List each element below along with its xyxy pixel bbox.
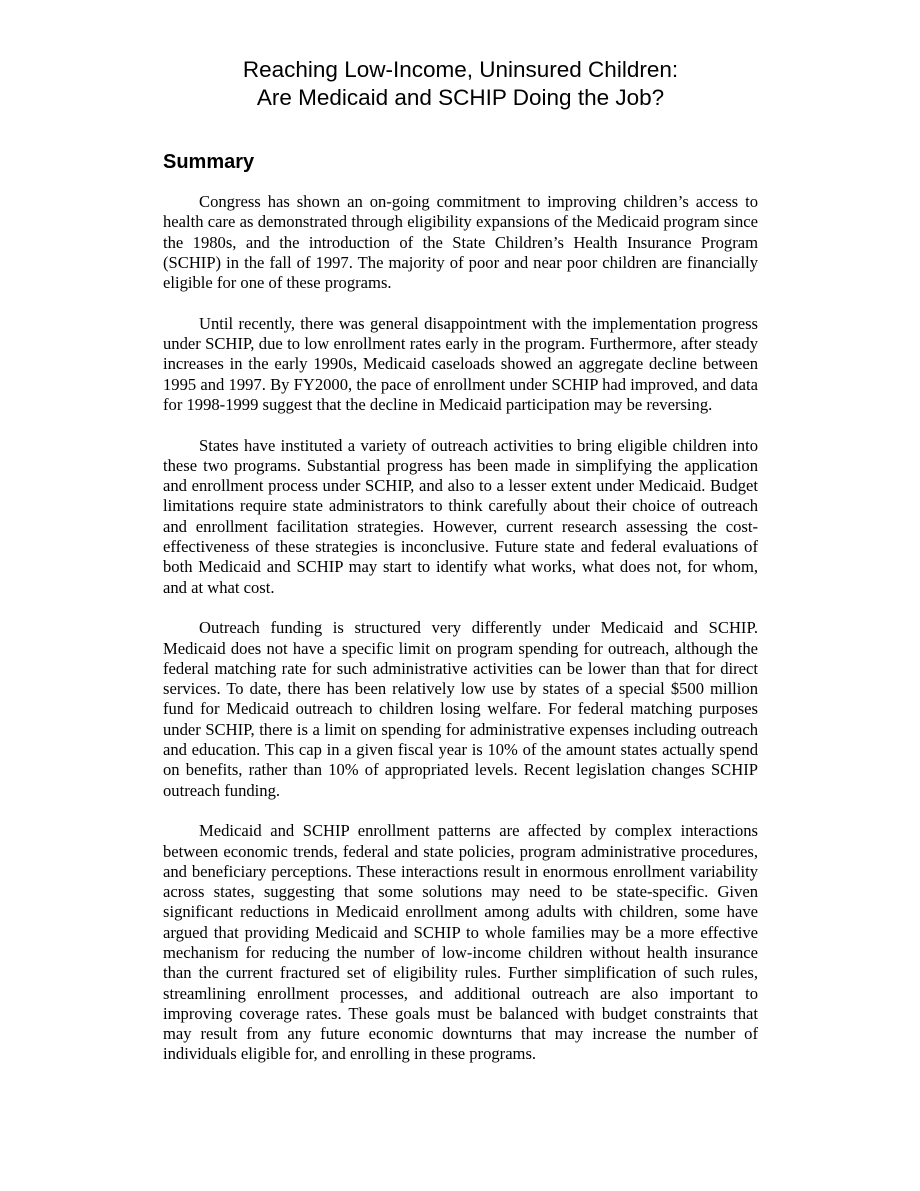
document-title: [163, 56, 758, 112]
paragraph-5: Medicaid and SCHIP enrollment patterns are affected by complex interactions between economic trends, federal and state policies, program administrative procedures, and beneficiary perceptions. These interactions result in enormous enrollment variability across states, suggesting that some solutions may need to be state-specific. Given significant reductions in Medicaid enrollment among adults with children, some have argued that providing Medicaid and SCHIP to whole families may be a more effective mechanism for reducing the number of low-income children without health insurance than the current fractured set of eligibility rules. Further simplification of such rules, streamlining enrollment processes, and additional outreach are also important to improving coverage rates. These goals must be balanced with budget constraints that may result from any future economic downturns that may increase the number of individuals eligible for, and enrolling in these programs.: [163, 821, 758, 1064]
document-page: [163, 56, 758, 1085]
paragraph-2: Until recently, there was general disappointment with the implementation progress under SCHIP, due to low enrollment rates early in the program. Furthermore, after steady increases in the early 1990s, Medicaid caseloads showed an aggregate decline between 1995 and 1997. By FY2000, the pace of enrollment under SCHIP had improved, and data for 1998-1999 suggest that the decline in Medicaid participation may be reversing.: [163, 313, 758, 414]
paragraph-1: Congress has shown an on-going commitment to improving children’s access to health care as demonstrated through eligibility expansions of the Medicaid program since the 1980s, and the introduction of the State Children’s Health Insurance Program (SCHIP) in the fall of 1997. The majority of poor and near poor children are financially eligible for one of these programs.: [163, 192, 758, 293]
paragraph-4: Outreach funding is structured very differently under Medicaid and SCHIP. Medicaid does not have a specific limit on program spending for outreach, although the federal matching rate for such administrative activities can be lower than that for direct services. To date, there has been relatively low use by states of a special $500 million fund for Medicaid outreach to children losing welfare. For federal matching purposes under SCHIP, there is a limit on spending for administrative expenses including outreach and education. This cap in a given fiscal year is 10% of the amount states actually spend on benefits, rather than 10% of appropriated levels. Recent legislation changes SCHIP outreach funding.: [163, 618, 758, 800]
paragraph-3: States have instituted a variety of outreach activities to bring eligible children into these two programs. Substantial progress has been made in simplifying the application and enrollment process under SCHIP, and also to a lesser extent under Medicaid. Budget limitations require state administrators to think carefully about their choice of outreach and enrollment facilitation strategies. However, current research assessing the cost-effectiveness of these strategies is inconclusive. Future state and federal evaluations of both Medicaid and SCHIP may start to identify what works, what does not, for whom, and at what cost.: [163, 435, 758, 597]
title-line-1: Reaching Low-Income, Uninsured Children:: [242, 57, 679, 82]
section-heading: Summary: [163, 151, 255, 173]
title-line-2: Are Medicaid and SCHIP Doing the Job?: [256, 85, 665, 110]
